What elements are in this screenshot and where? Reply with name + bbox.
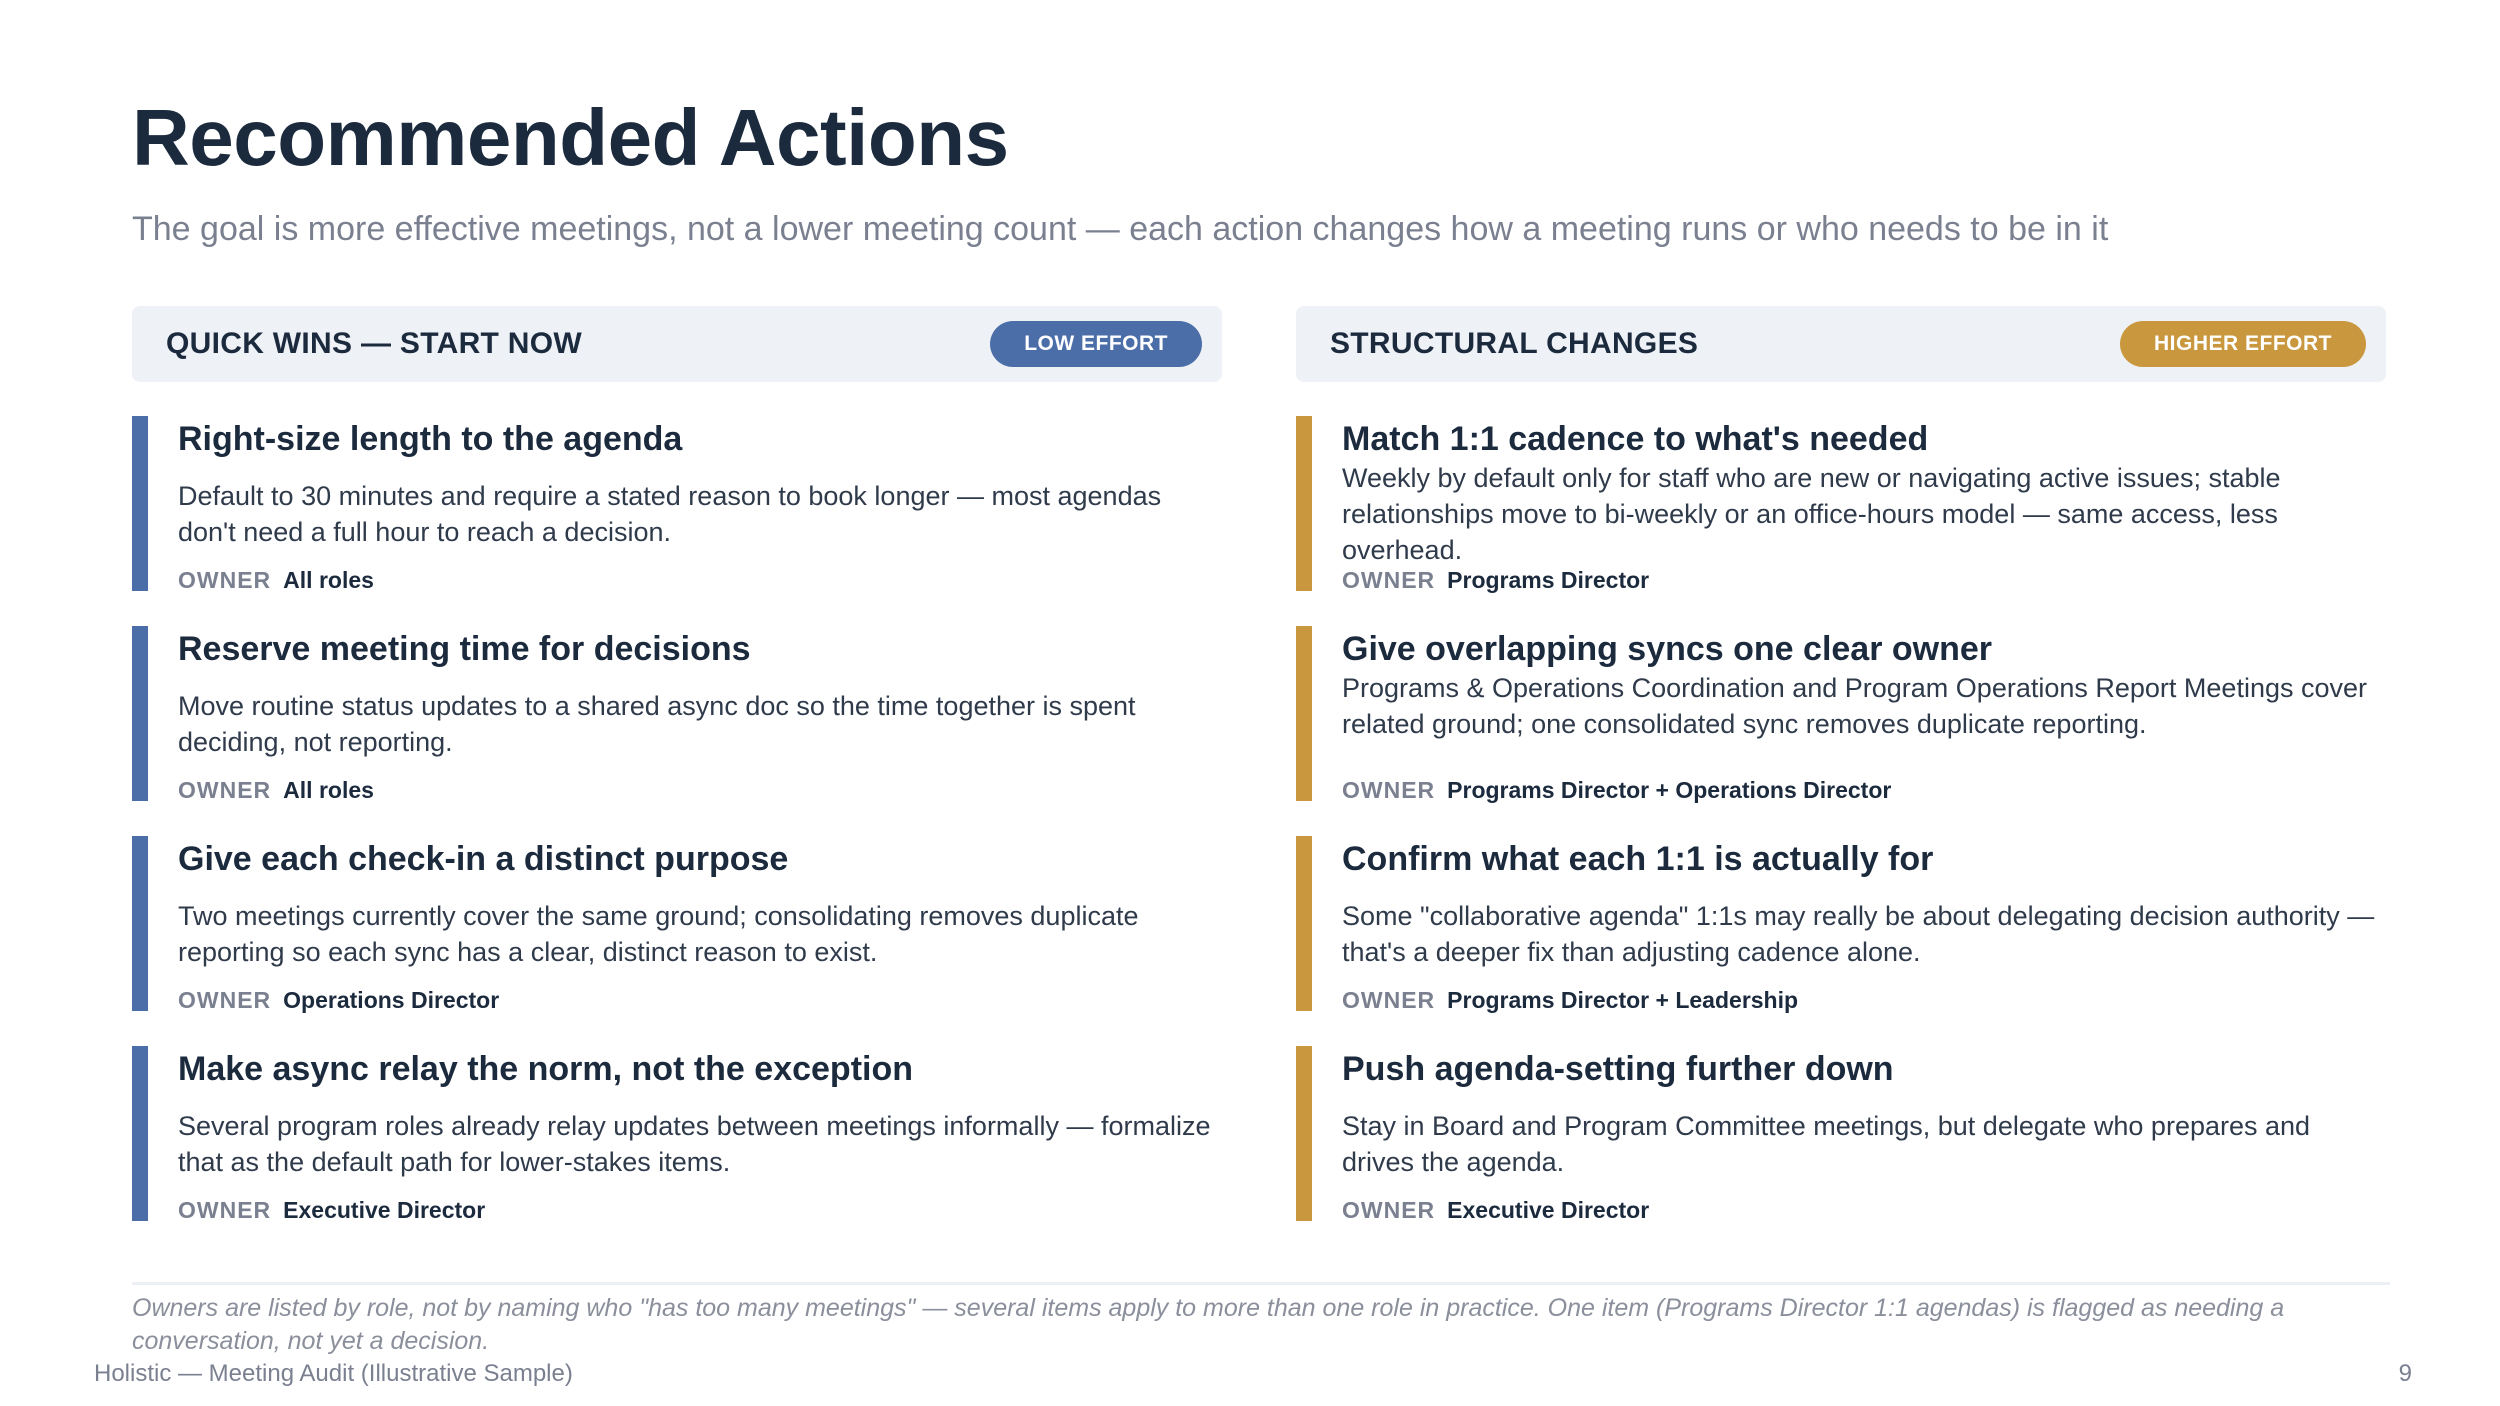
owner-value: All roles: [283, 567, 374, 593]
accent-bar: [1296, 626, 1312, 801]
action-description: Some "collaborative agenda" 1:1s may really be about delegating decision authority — that's a deeper fix than adjusting cadence alone.: [1342, 901, 2375, 967]
owner-label: OWNER: [178, 567, 272, 593]
page-title: Recommended Actions: [132, 93, 1009, 182]
footnote-divider: [132, 1282, 2390, 1285]
quick-wins-column: [132, 306, 1222, 1223]
owner-label: OWNER: [178, 1197, 272, 1223]
owner-label: OWNER: [1342, 987, 1436, 1013]
footer-source: Holistic — Meeting Audit (Illustrative Sample): [94, 1360, 573, 1387]
structural-changes-column: [1296, 306, 2386, 1223]
action-owner: [1342, 1196, 1649, 1224]
quick-wins-label: QUICK WINS — START NOW: [166, 327, 583, 360]
low-effort-badge: LOW EFFORT: [990, 321, 1202, 367]
action-item: [1296, 1046, 2386, 1221]
owner-value: Programs Director + Leadership: [1447, 987, 1799, 1013]
action-description: Default to 30 minutes and require a stated reason to book longer — most agendas don't need a full hour to reach a decision.: [178, 481, 1162, 547]
action-title: Right-size length to the agenda: [178, 420, 683, 458]
action-description: Several program roles already relay updates between meetings informally — formalize that as the default path for lower-stakes items.: [178, 1111, 1211, 1177]
accent-bar: [132, 626, 148, 801]
accent-bar: [132, 1046, 148, 1221]
accent-bar: [1296, 1046, 1312, 1221]
action-title: Push agenda-setting further down: [1342, 1050, 1894, 1088]
owner-label: OWNER: [178, 987, 272, 1013]
accent-bar: [1296, 416, 1312, 591]
action-item: [132, 1046, 1222, 1221]
action-item: [1296, 626, 2386, 801]
action-owner: [1342, 776, 1891, 804]
action-description: Two meetings currently cover the same ground; consolidating removes duplicate reporting so each sync has a clear, distinct reason to exist.: [178, 901, 1139, 967]
action-description: Weekly by default only for staff who are new or navigating active issues; stable relationships move to bi-weekly or an office-hours model — same access, less overhead.: [1342, 463, 2281, 565]
action-title: Reserve meeting time for decisions: [178, 630, 751, 668]
page-number: 9: [2398, 1360, 2412, 1387]
action-title: Match 1:1 cadence to what's needed: [1342, 420, 1929, 458]
owner-value: Programs Director: [1447, 567, 1650, 593]
owner-value: Operations Director: [283, 987, 500, 1013]
action-owner: [178, 986, 499, 1014]
structural-changes-label: STRUCTURAL CHANGES: [1330, 327, 1699, 360]
structural-changes-header: [1296, 306, 2386, 382]
action-description: Stay in Board and Program Committee meetings, but delegate who prepares and drives the agenda.: [1342, 1111, 2311, 1177]
action-title: Confirm what each 1:1 is actually for: [1342, 840, 1934, 878]
owner-value: Programs Director + Operations Director: [1447, 777, 1892, 803]
action-item: [1296, 416, 2386, 591]
owner-value: Executive Director: [283, 1197, 486, 1223]
owner-label: OWNER: [1342, 567, 1436, 593]
owner-label: OWNER: [178, 777, 272, 803]
action-item: [132, 836, 1222, 1011]
page-subtitle: The goal is more effective meetings, not a lower meeting count — each action changes how a meeting runs or who needs to be in it: [132, 210, 2109, 248]
action-description: Move routine status updates to a shared async doc so the time together is spent deciding, not reporting.: [178, 691, 1136, 757]
footnote: Owners are listed by role, not by naming who "has too many meetings" — several items apply to more than one role in practice. One item (Programs Director 1:1 agendas) is flagged as needing a conversation, not yet a decision.: [132, 1294, 2285, 1355]
action-owner: [1342, 986, 1798, 1014]
owner-value: All roles: [283, 777, 374, 803]
action-title: Make async relay the norm, not the exception: [178, 1050, 914, 1088]
action-owner: [178, 1196, 485, 1224]
action-title: Give overlapping syncs one clear owner: [1342, 630, 1993, 668]
quick-wins-header: [132, 306, 1222, 382]
action-item: [132, 626, 1222, 801]
owner-label: OWNER: [1342, 777, 1436, 803]
owner-label: OWNER: [1342, 1197, 1436, 1223]
higher-effort-badge: HIGHER EFFORT: [2120, 321, 2366, 367]
action-item: [1296, 836, 2386, 1011]
accent-bar: [132, 836, 148, 1011]
action-title: Give each check-in a distinct purpose: [178, 840, 789, 878]
owner-value: Executive Director: [1447, 1197, 1650, 1223]
accent-bar: [132, 416, 148, 591]
action-owner: [178, 776, 374, 804]
action-description: Programs & Operations Coordination and Program Operations Report Meetings cover related ground; one consolidated sync removes duplicate reporting.: [1342, 673, 2367, 739]
action-owner: [178, 566, 374, 594]
action-item: [132, 416, 1222, 591]
action-owner: [1342, 566, 1649, 594]
accent-bar: [1296, 836, 1312, 1011]
